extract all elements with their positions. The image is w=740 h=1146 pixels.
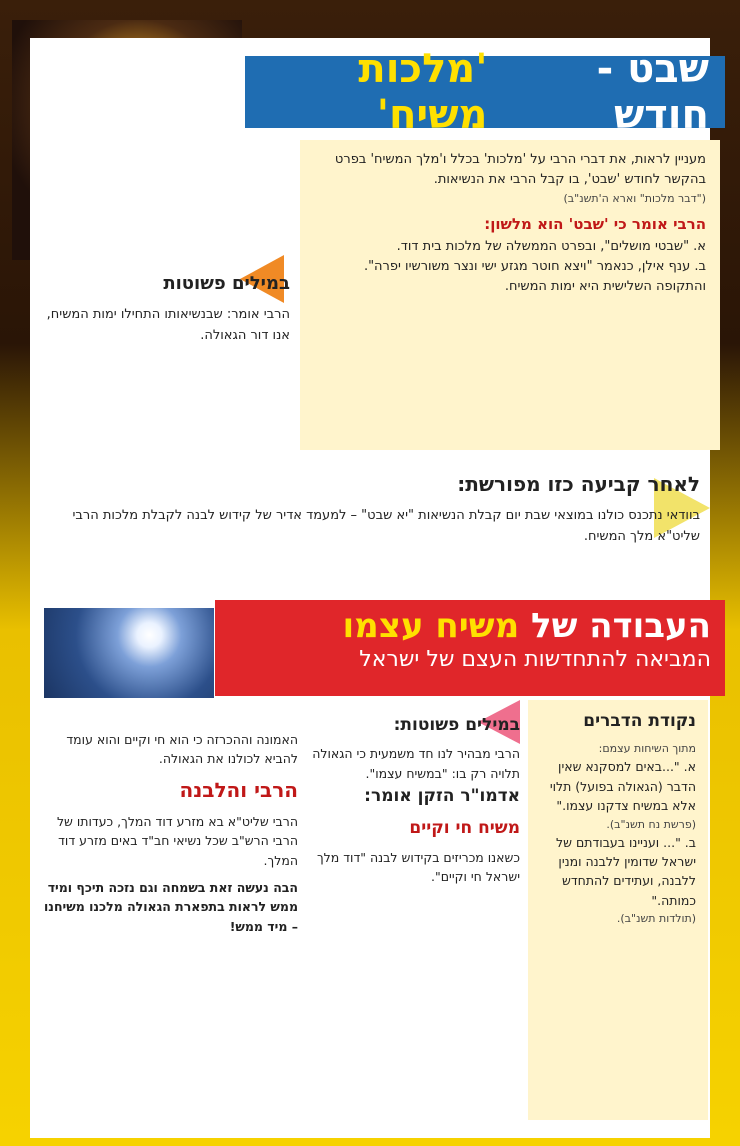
col-left-body-top: האמונה וההכרזה כי הוא חי וקיים והוא עומד להביא לכולנו את הגאולה. — [66, 732, 298, 767]
explicit-section-title: לאחר קביעה כזו מפורשת: — [457, 472, 700, 496]
header-2-word1: העבודה — [589, 606, 711, 646]
intro-third-period: והתקופה השלישית היא ימות המשיח. — [504, 278, 706, 294]
col-right-b-source: (תולדות תשנ"ב). — [616, 912, 696, 926]
intro-subtitle: הרבי אומר כי 'שבט' הוא מלשון: — [484, 215, 706, 234]
simple-words-1-title: במילים פשוטות — [163, 273, 290, 294]
header-moshiach — [215, 600, 725, 696]
column-right — [528, 700, 708, 1120]
header-2-line2: המביאה להתחדשות העצם של ישראל — [359, 647, 711, 673]
intro-point-a: א. "שבטי מושלים", ובפרט הממשלה של מלכות בית דוד. — [396, 238, 706, 254]
explicit-section — [40, 468, 700, 588]
moon-image — [44, 608, 214, 698]
column-middle — [306, 712, 520, 1122]
simple-words-1 — [40, 270, 290, 470]
header-1-part2: 'מלכות משיח' — [358, 46, 488, 138]
header-2-word2: של — [531, 606, 578, 646]
col-right-subtitle: מתוך השיחות עצמם: — [598, 742, 696, 756]
simple-words-1-body: הרבי אומר: שבנשיאותו התחילו ימות המשיח, אנו דור הגאולה. — [46, 306, 290, 343]
header-2-line1 — [229, 608, 711, 645]
intro-point-b: ב. ענף אילן, כנאמר "ויצא חוטר מגזע ישי ונצר משורשיו יפרה". — [363, 258, 706, 274]
intro-lead: מעניין לראות, את דברי הרבי על 'מלכות' בכלל ו'מלך המשיח' בפרט בהקשר לחודש 'שבט', בו קבל הרבי את הנשיאות. — [334, 152, 706, 188]
col-left-closing: הבה נעשה זאת בשמחה וגם נזכה תיכף ומיד ממש לראות בתפארת הגאולה מלכנו משיחנו – מיד ממש! — [44, 879, 298, 934]
intro-box — [300, 140, 720, 450]
col-mid-title: במילים פשוטות: — [393, 715, 520, 735]
header-shvat — [245, 46, 725, 138]
header-2-word3: משיח עצמו — [342, 606, 520, 646]
col-mid-title2: אדמו"ר הזקן אומר: — [364, 786, 520, 807]
col-right-b: ב. "... ועניינו בעבודתם של ישראל שדומין ללבנה ומנין ללבנה, ועתידים להתחדש כמותה." — [556, 834, 696, 908]
col-mid-body: הרבי מבהיר לנו חד משמעית כי הגאולה תלויה רק בו: "במשיח עצמו". — [312, 746, 520, 781]
col-mid-title2b: משיח חי וקיים — [409, 818, 520, 839]
col-right-title: נקודת הדברים — [583, 711, 696, 731]
col-left-body: הרבי שליט"א בא מזרע דוד המלך, כעדותו של הרבי הרש"ב שכל נשיאי חב"ד באים מזרע דוד המלך. — [56, 813, 298, 868]
explicit-section-body: בוודאי נתכנס כולנו במוצאי שבת יום קבלת הנשיאות "יא שבט" – למעמד אדיר של קידוש לבנה לקבלת מלכות הרבי שליט"א מלך המשיח. — [72, 508, 700, 544]
column-left — [40, 730, 298, 1110]
col-right-a: א. "...באים למסקנא שאין הדבר (הגאולה בפועל) תלוי אלא במשיח צדקנו עצמו." — [549, 759, 696, 814]
col-mid-body2: כשאנו מכריזים בקידוש לבנה "דוד מלך ישראל חי וקיים". — [316, 849, 520, 885]
col-right-a-source: (פרשת נח תשנ"ב). — [606, 817, 696, 831]
intro-source: ("דבר מלכות" וארא ה'תשנ"ב) — [563, 192, 706, 206]
col-left-title: הרבי והלבנה — [179, 777, 298, 802]
header-1-part1: שבט - חודש — [596, 46, 709, 138]
